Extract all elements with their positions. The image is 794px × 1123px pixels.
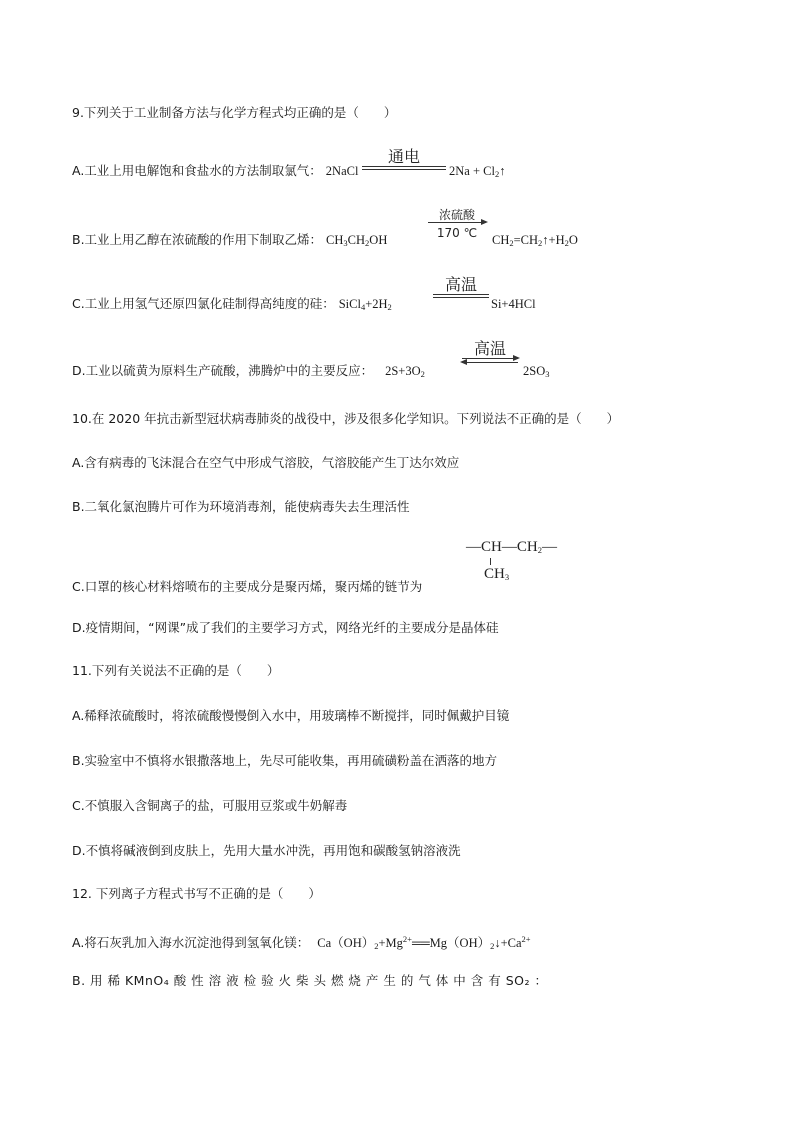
q9-c-condition [433, 276, 489, 298]
q9-a-condition [362, 148, 446, 170]
q9-a-condition-label: 通电 [387, 147, 420, 166]
q9-d-condition-label: 高温 [473, 339, 506, 358]
q9-option-b[interactable] [72, 231, 387, 252]
q9-option-a[interactable] [72, 162, 358, 180]
q9-d-forward-arrow [462, 358, 518, 359]
q11-stem: 11.下列有关说法不正确的是（ ） [72, 663, 280, 678]
q9-option-b-text: B.工业上用乙醇在浓硫酸的作用下制取乙烯： [72, 232, 323, 247]
q12-a-equation: $Ca(OH)_2+Mg^{2+}══Mg(OH)_2↓+Ca^{2+}$ [317, 934, 531, 951]
q9-b-condition-bottom: 170 ℃ [436, 226, 478, 240]
q9-a-reactant: 2NaCl [325, 164, 359, 178]
q10-stem: 10.在 2020 年抗击新型冠状病毒肺炎的战役中，涉及很多化学知识。下列说法不正确的是（ ） [72, 411, 620, 426]
q9-option-a-text: A.工业上用电解饱和食盐水的方法制取氯气： [72, 163, 322, 178]
q9-option-d-text: D.工业以硫黄为原料生产硫酸，沸腾炉中的主要反应： [72, 363, 374, 378]
q11-option-a[interactable]: A.稀释浓硫酸时，将浓硫酸慢慢倒入水中，用玻璃棒不断搅拌，同时佩戴护目镜 [72, 708, 510, 723]
q10-option-c[interactable]: C.口罩的核心材料熔喷布的主要成分是聚丙烯，聚丙烯的链节为 [72, 579, 423, 594]
q9-stem: 9.下列关于工业制备方法与化学方程式均正确的是（ ） [72, 105, 397, 120]
q9-d-reverse-arrow [462, 362, 518, 363]
q9-c-condition-label: 高温 [444, 275, 477, 294]
q12-option-a-text: A.将石灰乳加入海水沉淀池得到氢氧化镁： [72, 935, 310, 950]
q10-option-b[interactable]: B.二氧化氯泡腾片可作为环境消毒剂，能使病毒失去生理活性 [72, 499, 410, 514]
q9-d-products: $2SO_3$ [523, 364, 550, 379]
q12-stem: 12. 下列离子方程式书写不正确的是（ ） [72, 886, 321, 901]
q9-b-products: $CH_2=CH_2↑+H_2O$ [492, 233, 578, 248]
q9-c-products: Si+4HCl [491, 297, 536, 311]
q9-d-reactant: $2S+3O_2$ [385, 364, 425, 379]
q9-a-equals-sign [362, 166, 446, 170]
q9-c-reactant: $SiCl_4+2H_2$ [338, 297, 392, 312]
q9-b-condition [428, 208, 486, 240]
q10-option-d[interactable]: D.疫情期间，“网课”成了我们的主要学习方式，网络光纤的主要成分是晶体硅 [72, 620, 499, 635]
q12-option-a[interactable] [72, 930, 531, 955]
struct-bond-line [490, 558, 491, 565]
q11-option-d[interactable]: D.不慎将碱液倒到皮肤上，先用大量水冲洗，再用饱和碳酸氢钠溶液洗 [72, 843, 461, 858]
q9-option-d[interactable] [72, 362, 425, 383]
q9-d-condition [462, 340, 518, 363]
q9-c-equals-sign [433, 294, 489, 298]
q9-b-arrow [428, 222, 486, 223]
q9-option-c-text: C.工业上用氢气还原四氯化硅制得高纯度的硅： [72, 296, 335, 311]
q9-option-c[interactable] [72, 295, 392, 316]
q11-option-c[interactable]: C.不慎服入含铜离子的盐，可服用豆浆或牛奶解毒 [72, 798, 348, 813]
q12-option-b[interactable]: B. 用 稀 KMnO₄ 酸 性 溶 液 检 验 火 柴 头 燃 烧 产 生 的 气 体 中 含 有 SO₂ ： [72, 973, 548, 988]
q10-option-a[interactable]: A.含有病毒的飞沫混合在空气中形成气溶胶，气溶胶能产生丁达尔效应 [72, 455, 460, 470]
q11-option-b[interactable]: B.实验室中不慎将水银撒落地上，先尽可能收集，再用硫磺粉盖在洒落的地方 [72, 753, 498, 768]
q9-b-condition-top: 浓硫酸 [438, 208, 475, 222]
q9-b-reactant: $CH_3CH_2OH$ [326, 233, 388, 248]
q9-a-products: $2Na + Cl_2↑$ [449, 164, 506, 179]
